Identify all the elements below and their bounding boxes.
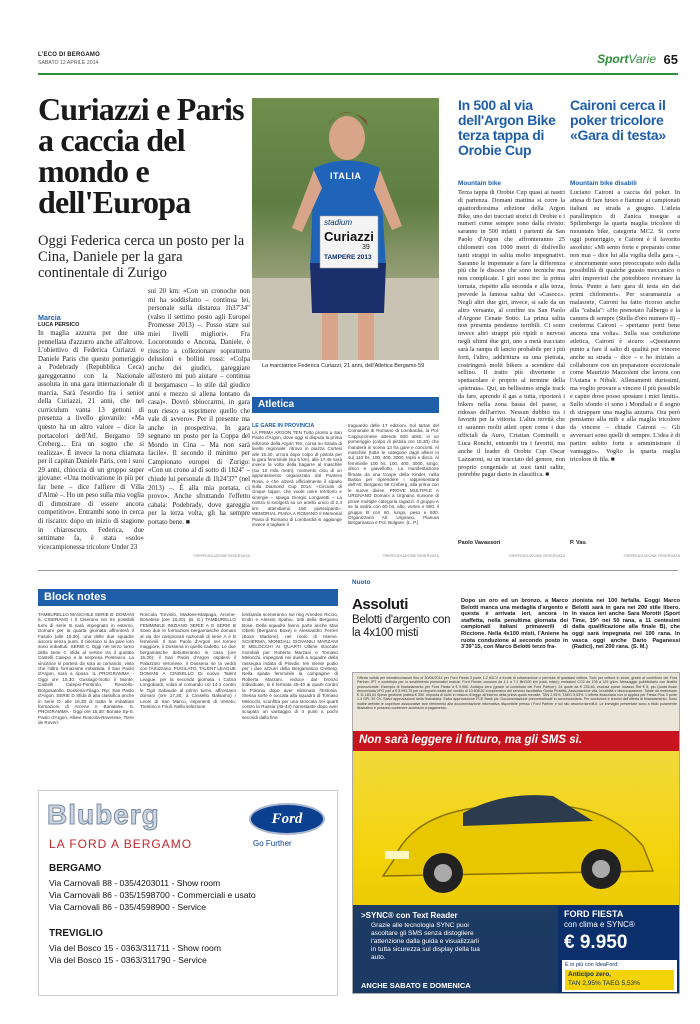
block-notes-col2: Roncola Treviolo, Madone-Malpaga, Arcene-Bonatese (ore 16,30). (B. G.) TAMBURELLO FEMMINILE INIZIANO SERIE A E SERIE B Sono due le formazioni bergamasche domani al via dei campionati nazionali di serie A e B femminili. Il San Paolo d'Argon nel torneo maggiore, il Dossena in quello cadetto. Le due bergamasche debutteranno in casa (ore 15,30): il San Paolo d'Argon ospiterà il Palazzolo Veronese, il Dossena se la vedrà con l'Arbizzano. PUGILATO, TALENT LEAGUE DOMANI A CINISELLO Di nuovo Talent League, per la seconda giornata. I Cobra Longobardi, volati al comando col 14-2 contro le Tigri Sabaude al primo turno, affrontano domani (ore 17,30, a Cinisello Balsamo) i Leoni di San Marco, esponenti di Veneto, Trentino e Friuli. Nella selezione bbox=[140, 612, 236, 709]
argon-kicker: Mountain bike bbox=[458, 180, 501, 187]
dealer-ad bbox=[38, 790, 338, 996]
section-label bbox=[597, 52, 656, 66]
financing-tan: TAN 2,95% TAEG 5,53% bbox=[568, 980, 640, 987]
photo-caption: La marciatrice Federica Curiazzi, 21 anni, dell'Atletica Bergamo 59 bbox=[262, 363, 425, 369]
ford-oval-logo bbox=[249, 803, 325, 835]
bib-sponsor: stadium bbox=[324, 218, 353, 227]
section-divider bbox=[38, 570, 678, 571]
model-sub: con clima e SYNC® bbox=[564, 920, 635, 929]
block-notes-banner bbox=[38, 589, 338, 606]
sync-info-box bbox=[353, 905, 558, 994]
main-article-col1: In maglia azzurra per due una pennellata d'azzurro anche all'altrove. L'obiettivo di Federica Curiazzi e Daniele Paris che questo pomeriggio a Podebrady (Repubblica Ceca) gareggeranno con la Nazionale assoluta in una gara internazionale di marcia. Sarà l'esordio fra i senior della Curiazzi, 21 anni, che nel curriculum vanta 13 gettoni di presenza a livello giovanile: «Ma questo ha un altro valore – dice la portacolori dell'Atl. Bergamo 59 Creberg... Era un sogno che si realizza». È invece la nona chiamata per il capitan Daniele Paris, con i suoi 29 anni, chioccia di un gruppo super giovane: «Una motivazione in più per far bene – dice l'alfiere di Villa d'Almè –. Ho un peso sulla mia voglia di dimostrare di essere ancora competitivo». Entrambi sono in cerca di riscatto: dopo un inizio di stagione in chiaroscuro. Federica, due settimane fa, è stata «solo» vicecampionessa tricolore Under 23 bbox=[38, 330, 144, 551]
atletica-banner bbox=[252, 397, 439, 413]
bib-number: 39 bbox=[362, 244, 370, 251]
caironi-headline: Caironi cerca il poker tricolore «Gara di testa» bbox=[570, 97, 666, 143]
treviglio-service: Via del Bosco 15 - 0363/311790 - Service bbox=[49, 955, 207, 965]
nuoto-col2: zionista nei 100 farfalla. Eoggi Marco Belotti sarà in gara nei 200 stile libero. In vasca ieri anche Sara Morotti (Sport Time, 19^ nei 50 rana, a 11 centesimi dalla qualificazione alla finale B), che oggi sarà impegnata nei 100 rana. In vasca oggi anche Dario Paganessi (Radici), nei 200 rana. (S. M.) bbox=[572, 598, 680, 651]
sync-slogan: Non sarà leggere il futuro, ma gli SMS sì. bbox=[359, 734, 583, 746]
treviglio-showroom: Via del Bosco 15 - 0363/311711 - Show room bbox=[49, 943, 221, 953]
header-rule bbox=[38, 73, 678, 75]
caironi-kicker: Mountain bike disabili bbox=[570, 180, 637, 187]
ford-logo-text: Ford bbox=[271, 811, 303, 827]
dealer-treviglio-lines bbox=[49, 942, 221, 966]
atletica-col1: LA PRIMA ARGON TEN Tutto pronto a San Paolo d'Argon, dove oggi si disputa la prima edizione della Argon Ten, corsa su strada di livello regionale: ritrovo in piazza Cortesi alle 15.30, un'ora dopo colpo di pistola per la gara femminile (sui 5 km), alle 17.45 sarà invece la volta della bagarre al maschile (sui 10 mila metri), momento clou di un appuntamento organizzato dal Pantera Rosa, e che alzerà ufficialmente il sipario sulla Diamond Cup 2014: «Circuito di cinque tappe, che vuole unire territorio e sinergie – spiega Giorgio Longaretti – La nostra si svolgerà su un anello unico di 2,4 km: attendiamo 150 partecipanti». MEMORIAL PIANA A ROMANO Il Memorial Piana di Romano di Lombardia si aggiunge invece a tagliare il bbox=[252, 430, 342, 527]
caironi-body: Luciano Caironi a caccia del poker. In attesa di fare fuoco e fiamme ai campionati italiani su strada a giugno. L'atleta parallimpico di Zanica insegue a Spilimbergo la quarta maglia tricolore di mountain bike, categoria MC2. Si corre oggi pomeriggio, e Caironi è il favorito assoluto: «Mi sento forte e preparato come non mai – dice lui alla vigilia della gara –, e sinceramente sono preoccupato solo dalla possibilità di qualche guasto meccanico o altri imprevisti che potrebbero rovinare la festa. Punto a fare gara di testa sin dai primi chilometri». Per scaramanzia a malasorte, Caironi ha fatto ricorso anche alla "cabala": «Ho prenotato l'albergo e la camera di sempre (Stella d'oro numero 8) – conferma Caironi – speriamo porti bene ancora una volta». Sulla sua condizione atletica, Caironi è sicuro: «Questanno punto a fare il salto di qualità per vincere anche su strada – dice – e ho iniziato a collaborare con un preparatore eccezionale come Maurizio Mazzoleni che lavora con l'Astana e Nibali. Allenamenti durissimi, ma voglio provare a vincere il più possibile e capire dove posso spostare i miei limiti». Sullo sfondo ci sono i Mondiali e il sogno di strappare una maglia azzurra. Ora però pensiamo alla mtb e alla maglia tricolore da vincere – chiude Caironi –. Gli avversari sono quelli di sempre. L'idea è di partire subito forte e amministrare il vantaggio». Voglio la quarta maglia tricolore di fila. ■ bbox=[570, 189, 680, 463]
model-name: FORD FIESTA bbox=[564, 909, 624, 919]
athlete-photo bbox=[252, 98, 439, 360]
dealer-city-bergamo: BERGAMO bbox=[49, 863, 102, 874]
argon-headline: In 500 al via dell'Argon Bike terza tappa di Orobie Cup bbox=[458, 97, 556, 158]
section-varie: Varie bbox=[628, 52, 656, 66]
sync-body: Grazie alle tecnologia SYNC puoi ascoltare gli SMS senza distogliere l'attenzione dalla guida e visualizzarli in tutta sicurezza sul display della tua auto. bbox=[371, 922, 480, 961]
argon-body: Terza tappa di Orobie Cup quasi ai nastri di partenza. Domani mattina si corre la quattordicesima edizione della Argon Bike, uno dei tracciati storici di Orobie e i numeri come sempre sono dalla rivisto: saranno in 500 infatti i partenti da San Paolo d'Argon che affronteranno 25 chilometri con 1000 metri di dislivello tanti strappi in salita molto impegnativi. Saranno le impennate a fare la differenza più che le discese che sono tecniche ma non complicate. I giri sono tre: la prima tornata, rispetto alla seconda e alla terza, prevede la famosa salita dei «Casocc». Negli altri due giri, invece, si sale da un altro versante, al confine tra San Paolo d'Argone Cenate Sotto. La prima salita non presenta pendenze terribili. Ci sono invece altri strappi più ripidi e nervosi negli ultimi due giri, uno a metà tracciato sarà la rampa di lancio probabile per i più forti, l'altro, addirittura su una pietraia, costringerà molti bikers a scendere dal sellino. Il tratto più divertente e spettacolare è proprio al termine della «pietraia». Qui, un bellissimo single track da fare, aprendo il gas a tutta, riporterà i bikers nella zona bassa del paese, a ridosso dell'arrivo. Nessun dubbio tra i favoriti per la vittoria. L'altra novità che ci saranno molti atleti open come i due ufficiali da Auro, Cristian Cominelli e Luca Ronchi, entrambi tra i favoriti, ma anche il leader di Orobie Cup Oscar Lazzaroni, su un tracciato del genere, non proprio congeniale ai suoi tanti salite, potrebbe pagar dazio in classifica. ■ bbox=[458, 189, 565, 479]
nuoto-title-light: Belotti d'argento con la 4x100 misti bbox=[352, 614, 451, 639]
main-copyright: ©RIPRODUZIONE RISERVATA bbox=[193, 553, 250, 558]
block-notes-col1: TAMBURELLO MASCHILE SERIE B: DOMANI IL CISERANO I Il Ciserano nei tre possibili turni di serie B sarà impegnato in esterno. Domani per la quarta giornata affronterà il Fasolo (alle 15.30), una delle due squadre ancora senza punti. Il ciserano si da pare loro sono imbattuti. SERIE C Oggi nel terzo turno della serie C sfida al vertice tra il quotato Castelli Calepio e la sorpresa Pontevico. La vincitrice si porterà da sola al comando, visto che l'altra formazione imbattuta, il San Paolo d'Argon, sarà a riposo. IL PROGRAMMA - Oggi ore 15,30: Gussago-Sotto il Monte; Castelli Calepio-Pontirolo, Roncello-Borgosatollo, Dossena-Filago. Rip: San Paolo d'Argon. SERIE D Sfida di alta classifica anche in serie D: alle 16,30 di tratta le imbattute formazioni di Arcene e Bonatese. IL PROGRAMMA - Oggi ore 15,30: Bonate Sp-S. Paolo d'Argon, Allievi Roncola-Roverese, Torre de Roveri- bbox=[38, 612, 134, 726]
ford-legal-text: Offerta valida per immatricolazioni fino al 30/04/2014 per Ford Fiesta 3 porte 1.2 60CV a fronte di rottamazione o permuta di qualsiasi vettura. Solo per vetture in stock, grazie al contributo dei Ford Partner. IPT e contributo per lo smaltimento pneumatici esclusi. Ford Fiesta: consumi da 4,1 a 7,1 litri/100 km (ciclo misto); emissioni CO2 da 105 a 129 g/km. Messaggio pubblicitario con finalità promozionale. Esempio di finanziamento per Ford Fiesta a € 9.950. Anticipo zero (grazie al contributo dei Ford Partner), 24 quote da € 235,46, esclusa spese incasso Rid € 5, più Quota finale denominata VFG pari a € 5.992,75 per un importo totale del credito di 10.608,82 comprensivo del servizio facoltativo Guida Protetta, Assicurazione vita, Invalidità e disoccupazione. Totale da rimborsare € 11.183,04 Spese gestione pratica € 350. Imposta di bollo in misura di legge all'interno della prima quota mensile. TAN 2,95%, TAEG 5,53%. L'offerta finanziaria non si applica per Fiesta Plus 3 porte 1.4 GPL 92 CV. Salvo approvazione della finanziaria. Salvo approvazione FCE Bank plc. Documentazione precontrattuale in concessionaria. Per condizioni e termini dell'offerta di finanziamento. Sono inoltre definite le coperture assicurative fare riferimento alla documentazione informativa disponibile presso i Ford Partner e sul sito www.fordcredit.it. Le immagini presentate sono a titolo puramente illustrativo e possono contenere accessori a pagamento. bbox=[357, 676, 677, 711]
bib-name: Curiazzi bbox=[324, 229, 374, 244]
weekend-open: ANCHE SABATO E DOMENICA bbox=[361, 981, 471, 990]
atletica-col2: traguardo delle 17 edizioni. Sul tartan del Comunale di Romano di Lombardia, la Pol. Cappuccinese attende 500 atleti, in un pomeriggio (colpo di pistola ore 15.30) che manderà in scena 13 fra gare e concorsi. Al maschile (tutte le categorie dagli allievi in su) 110 hs, 100, 400, 3000, triplo e disco. Al femminile 100 hs, 100, 400, 3000, lungo, disco e giavellotto. La manifestazione filmata da una troupe della Kinder, nella Bassa per riprendere i rappresentanti dell'Atl. Bergamo 59 Creberg, alla prima con le nuove divise. PROVE MULTIPLE A URGNANO Domani a Urgnano riunione di prove multiple categoria ragazzi. Il gruppo A se la vedrà con 60 hs, alto, vortex e 600, il gruppo B con 60, lungo, peso e 600. Organizzano Atl. Urgnano, Pianura Bergamasca e Pol. Bolgare. (L. P.) bbox=[348, 423, 439, 526]
ford-fiesta-car-icon bbox=[353, 751, 680, 901]
bergamo-service: Via Carnovali 86 - 035/4598900 - Service bbox=[49, 902, 207, 912]
argon-copyright: ©RIPRODUZIONE RISERVATA bbox=[508, 553, 565, 558]
main-subheadline: Oggi Federica cerca un posto per la Cina, Daniele per la gara continentale di Zurigo bbox=[38, 233, 245, 281]
argon-author: Paolo Vavassori bbox=[458, 540, 501, 546]
nuoto-col1: Dopo un oro ed un bronzo, a Marco Belotti manca una medaglia d'argento e questa è arrivata ieri, ancora in staffetta, nella penultima giornata dei campionati italiani primaverili di Riccione. Nella 4x100 misti, l'Aniene ha ruota conduzione al secondo posto in 3'39"15, con Marco Belotti terzo fra- bbox=[461, 598, 568, 651]
nuoto-kicker: Nuoto bbox=[352, 579, 371, 586]
dealer-tagline: LA FORD A BERGAMO bbox=[49, 837, 193, 851]
sync-title: >SYNC® con Text Reader bbox=[361, 911, 458, 920]
caironi-copyright: ©RIPRODUZIONE RISERVATA bbox=[623, 553, 680, 558]
dealer-brand: Bluberg bbox=[47, 799, 160, 830]
go-further: Go Further bbox=[253, 839, 292, 848]
financing-box bbox=[562, 960, 677, 992]
bergamo-showroom: Via Carnovali 88 - 035/4203011 - Show room bbox=[49, 878, 221, 888]
block-notes-title: Block notes bbox=[44, 591, 107, 603]
atletica-label: Atletica bbox=[258, 399, 295, 410]
price-box bbox=[558, 905, 680, 994]
article-kicker: Marcia bbox=[38, 313, 61, 322]
atletica-copyright: ©RIPRODUZIONE RISERVATA bbox=[382, 553, 439, 558]
caironi-author: P. Vav. bbox=[570, 540, 587, 546]
jersey-text: ITALIA bbox=[330, 171, 362, 181]
issue-date: SABATO 12 APRILE 2014 bbox=[38, 60, 99, 66]
page-header bbox=[38, 52, 678, 72]
dealer-city-treviglio: TREVIGLIO bbox=[49, 928, 103, 939]
section-sport: Sport bbox=[597, 52, 629, 66]
atletica-head: LE GARE IN PROVINCIA bbox=[252, 423, 315, 429]
ford-fiesta-ad bbox=[352, 672, 680, 994]
ideaford-line: E in più con IdeaFord: bbox=[565, 962, 619, 968]
publication-name: L'ECO DI BERGAMO bbox=[38, 52, 100, 58]
price-value: € 9.950 bbox=[564, 932, 628, 953]
block-notes-col3: lombarda sceneranno sul ring Amedeo Riccio, Endri e Alessio Spahiu, tutti della Bergamo Boxe. Della squadra fanno parte anche Max Oberti (Bergamo Boxe) e Alessandro Ferreri (Boxe Madone), nel ruolo di riserve. SCHERMA, MONDIALI GIOVANILI MARZANI E MELOCCHI AI QUARTI Ultime stoccate mondiali per Roberta Marzani e Tomaso Melocchi, impegnati nei duelli a squadre della rassegna iridata di Plovdiv. Ieri niente podio per i due azzurri della Bergamasca Creberg. Nella spada femminile la compagine di Roberta Marzani, reduce dal bronzo individuale, si è fermata 45-40 ai quarti contro la Polonia dopo aver eliminato l'Estonia. Stessa sorte è toccata alla squadra di Tomaso Melocchi, sconfitta per una stoccata nei quarti contro la Russia (45-44) nonostante dopo aver sciupato un vantaggio di 4 punti a pochi secondi dalla fine. bbox=[242, 612, 338, 720]
main-headline: Curiazzi e Paris a caccia del mondo e dell'Europa bbox=[38, 91, 244, 220]
main-article-col2: sui 20 km: «Con un cronoche non mi ha soddisfatto – continua lei, personale sulla distanza 1h37'34" (valso il settimo posto agli Europei Promesse 2013) –. Posso stare sui miei livelli migliori». Fra Locorotondo e Ancona, Daniele, è riuscito a collezionare soprattutto delusioni e bollini rossi: «Colpa anche dei giudici, gareggiare all'estero mi può aiutare – continua il bergamasco – lo stile dal giudice anni e mezzo si allena lontano da casa)». Dovrò sbloccarmi, in gara non riesco a esprimere quello che vale di avvero». Per il presente ma anche in prospettiva. In gara segnano un posto per la Coppa del Mondo in Cina – Ma non sarà facile». Il secondo il minimo per Campionato europei di Zurigo: «Con un crono al di sotto di 1h24" – chiude lui personale di 1h24'37" (nel 2013) –. È alla mia portata, ci provo». Anche sfruttando l'effetto cabala: Podebrady, dove gareggia per la terza volta, gli ha sempre portato bene. ■ bbox=[148, 288, 250, 526]
bib-event: TAMPERE 2013 bbox=[324, 254, 372, 261]
nuoto-title-bold: Assoluti bbox=[352, 596, 408, 613]
article-author: LUCA PERSICO bbox=[38, 322, 80, 328]
sync-slogan-banner bbox=[353, 731, 680, 751]
page-number: 65 bbox=[663, 52, 678, 67]
bergamo-commerciali: Via Carnovali 86 - 035/1598700 - Commerciali e usato bbox=[49, 890, 256, 900]
financing-anticipo: Anticipo zero, bbox=[568, 971, 611, 978]
dealer-bergamo-lines bbox=[49, 877, 256, 913]
financing-highlight bbox=[565, 970, 674, 990]
